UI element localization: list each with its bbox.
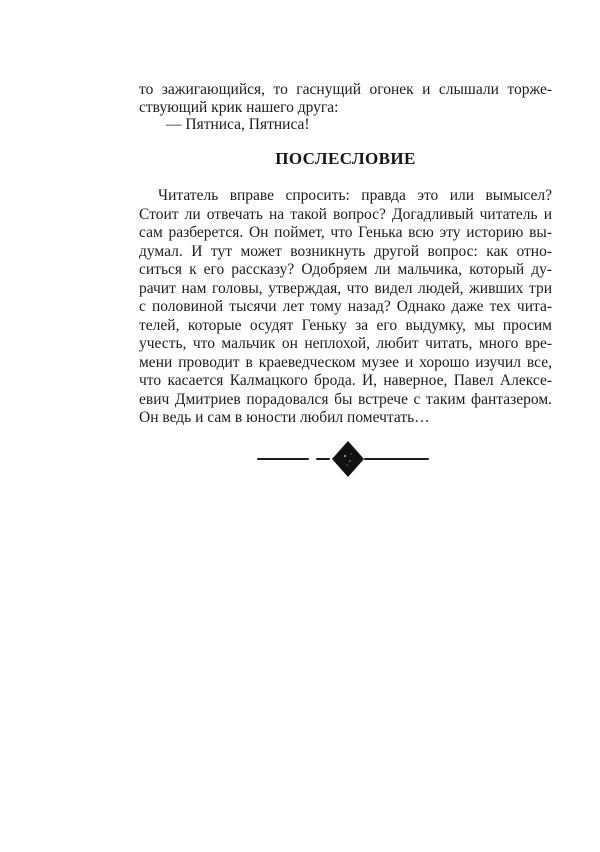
text-line: телей, которые осудят Геньку за его выдумку, мы просим [139,316,552,334]
divider-rule-left [257,458,309,460]
text-line: евич Дмитриев порадовался бы встрече с таким фантазером. [139,390,552,408]
text-line: Он ведь и сам в юности любил помечтать… [139,409,430,426]
text-line: сам разберется. Он поймет, что Генька всю эту историю вы- [139,224,552,241]
text-line: думал. И тут может возникнуть другой вопрос: как отно- [139,242,552,260]
text-line: Стоит ли отвечать на такой вопрос? Догадливый читатель и [139,205,552,223]
text-line: ствующий крик нашего друга: [139,98,339,116]
section-heading: ПОСЛЕСЛОВИЕ [275,149,416,168]
text-line: рачит нам головы, утверждая, что видел людей, живших три [139,279,552,297]
intro-paragraph [139,81,552,134]
text-line: ситься к его рассказу? Одобряем ли мальчика, который ду- [139,261,552,278]
diamond-icon [332,441,364,477]
text-line: то зажигающийся, то гаснущий огонек и слышали торже- [139,81,552,98]
text-line: — Пятниса, Пятниса! [166,116,310,134]
afterword-paragraph [139,187,552,428]
text-line: что касается Калмацкого брода. И, наверное, Павел Алексе- [139,372,552,389]
divider-rule-right [364,458,429,460]
text-line: с половиной тысячи лет тому назад? Однако даже тех чита- [139,298,552,315]
divider-dash [316,458,330,460]
text-line: Читатель вправе спросить: правда это или вымысел? [158,187,552,204]
section-divider [136,441,549,477]
text-line: учесть, что мальчик он неплохой, любит читать, много вре- [139,335,552,352]
text-line: мени проводит в краеведческом музее и хорошо изучил все, [139,353,552,371]
